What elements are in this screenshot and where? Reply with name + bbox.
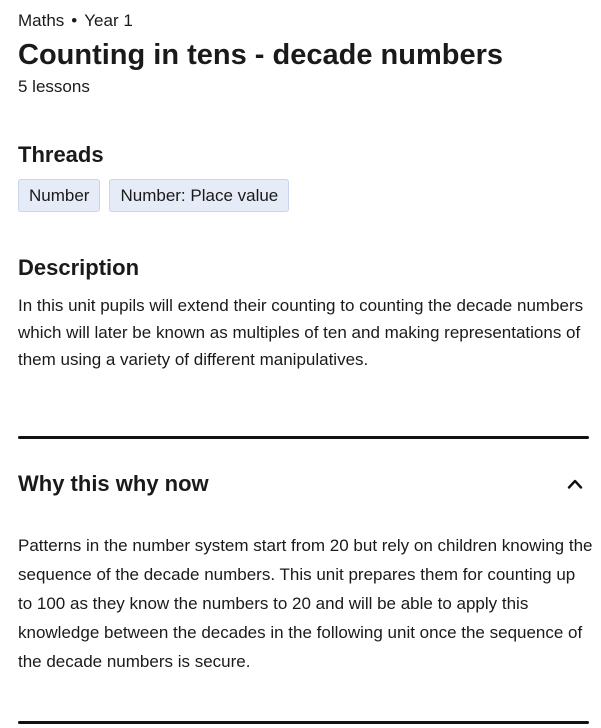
threads-list xyxy=(18,179,289,212)
threads-heading: Threads xyxy=(18,142,104,167)
chevron-up-icon[interactable] xyxy=(566,475,584,493)
divider xyxy=(18,436,589,439)
description-text: In this unit pupils will extend their counting to counting the decade numbers which will later be known as multiples of ten and making representations of them using a variety of different manipulatives. xyxy=(18,296,584,369)
why-this-why-now-toggle[interactable] xyxy=(18,466,589,502)
thread-tag-number: Number xyxy=(18,179,100,212)
description-heading: Description xyxy=(18,255,140,280)
page-title: Counting in tens - decade numbers xyxy=(18,39,503,71)
breadcrumb-separator: • xyxy=(71,11,78,30)
why-this-why-now-heading: Why this why now xyxy=(18,471,209,496)
breadcrumb xyxy=(18,11,133,31)
lesson-count: 5 lessons xyxy=(18,77,90,96)
why-this-why-now-text: Patterns in the number system start from 20 but rely on children knowing the sequence of the decade numbers. This unit prepares them for counting up to 100 as they know the numbers to 20 and will be able to apply this knowledge between the decades in the following unit once the sequence of the decade numbers is secure. xyxy=(18,536,593,671)
breadcrumb-subject: Maths xyxy=(18,11,65,30)
divider xyxy=(18,721,589,724)
thread-tag-place-value: Number: Place value xyxy=(109,179,289,212)
breadcrumb-year: Year 1 xyxy=(84,11,133,30)
